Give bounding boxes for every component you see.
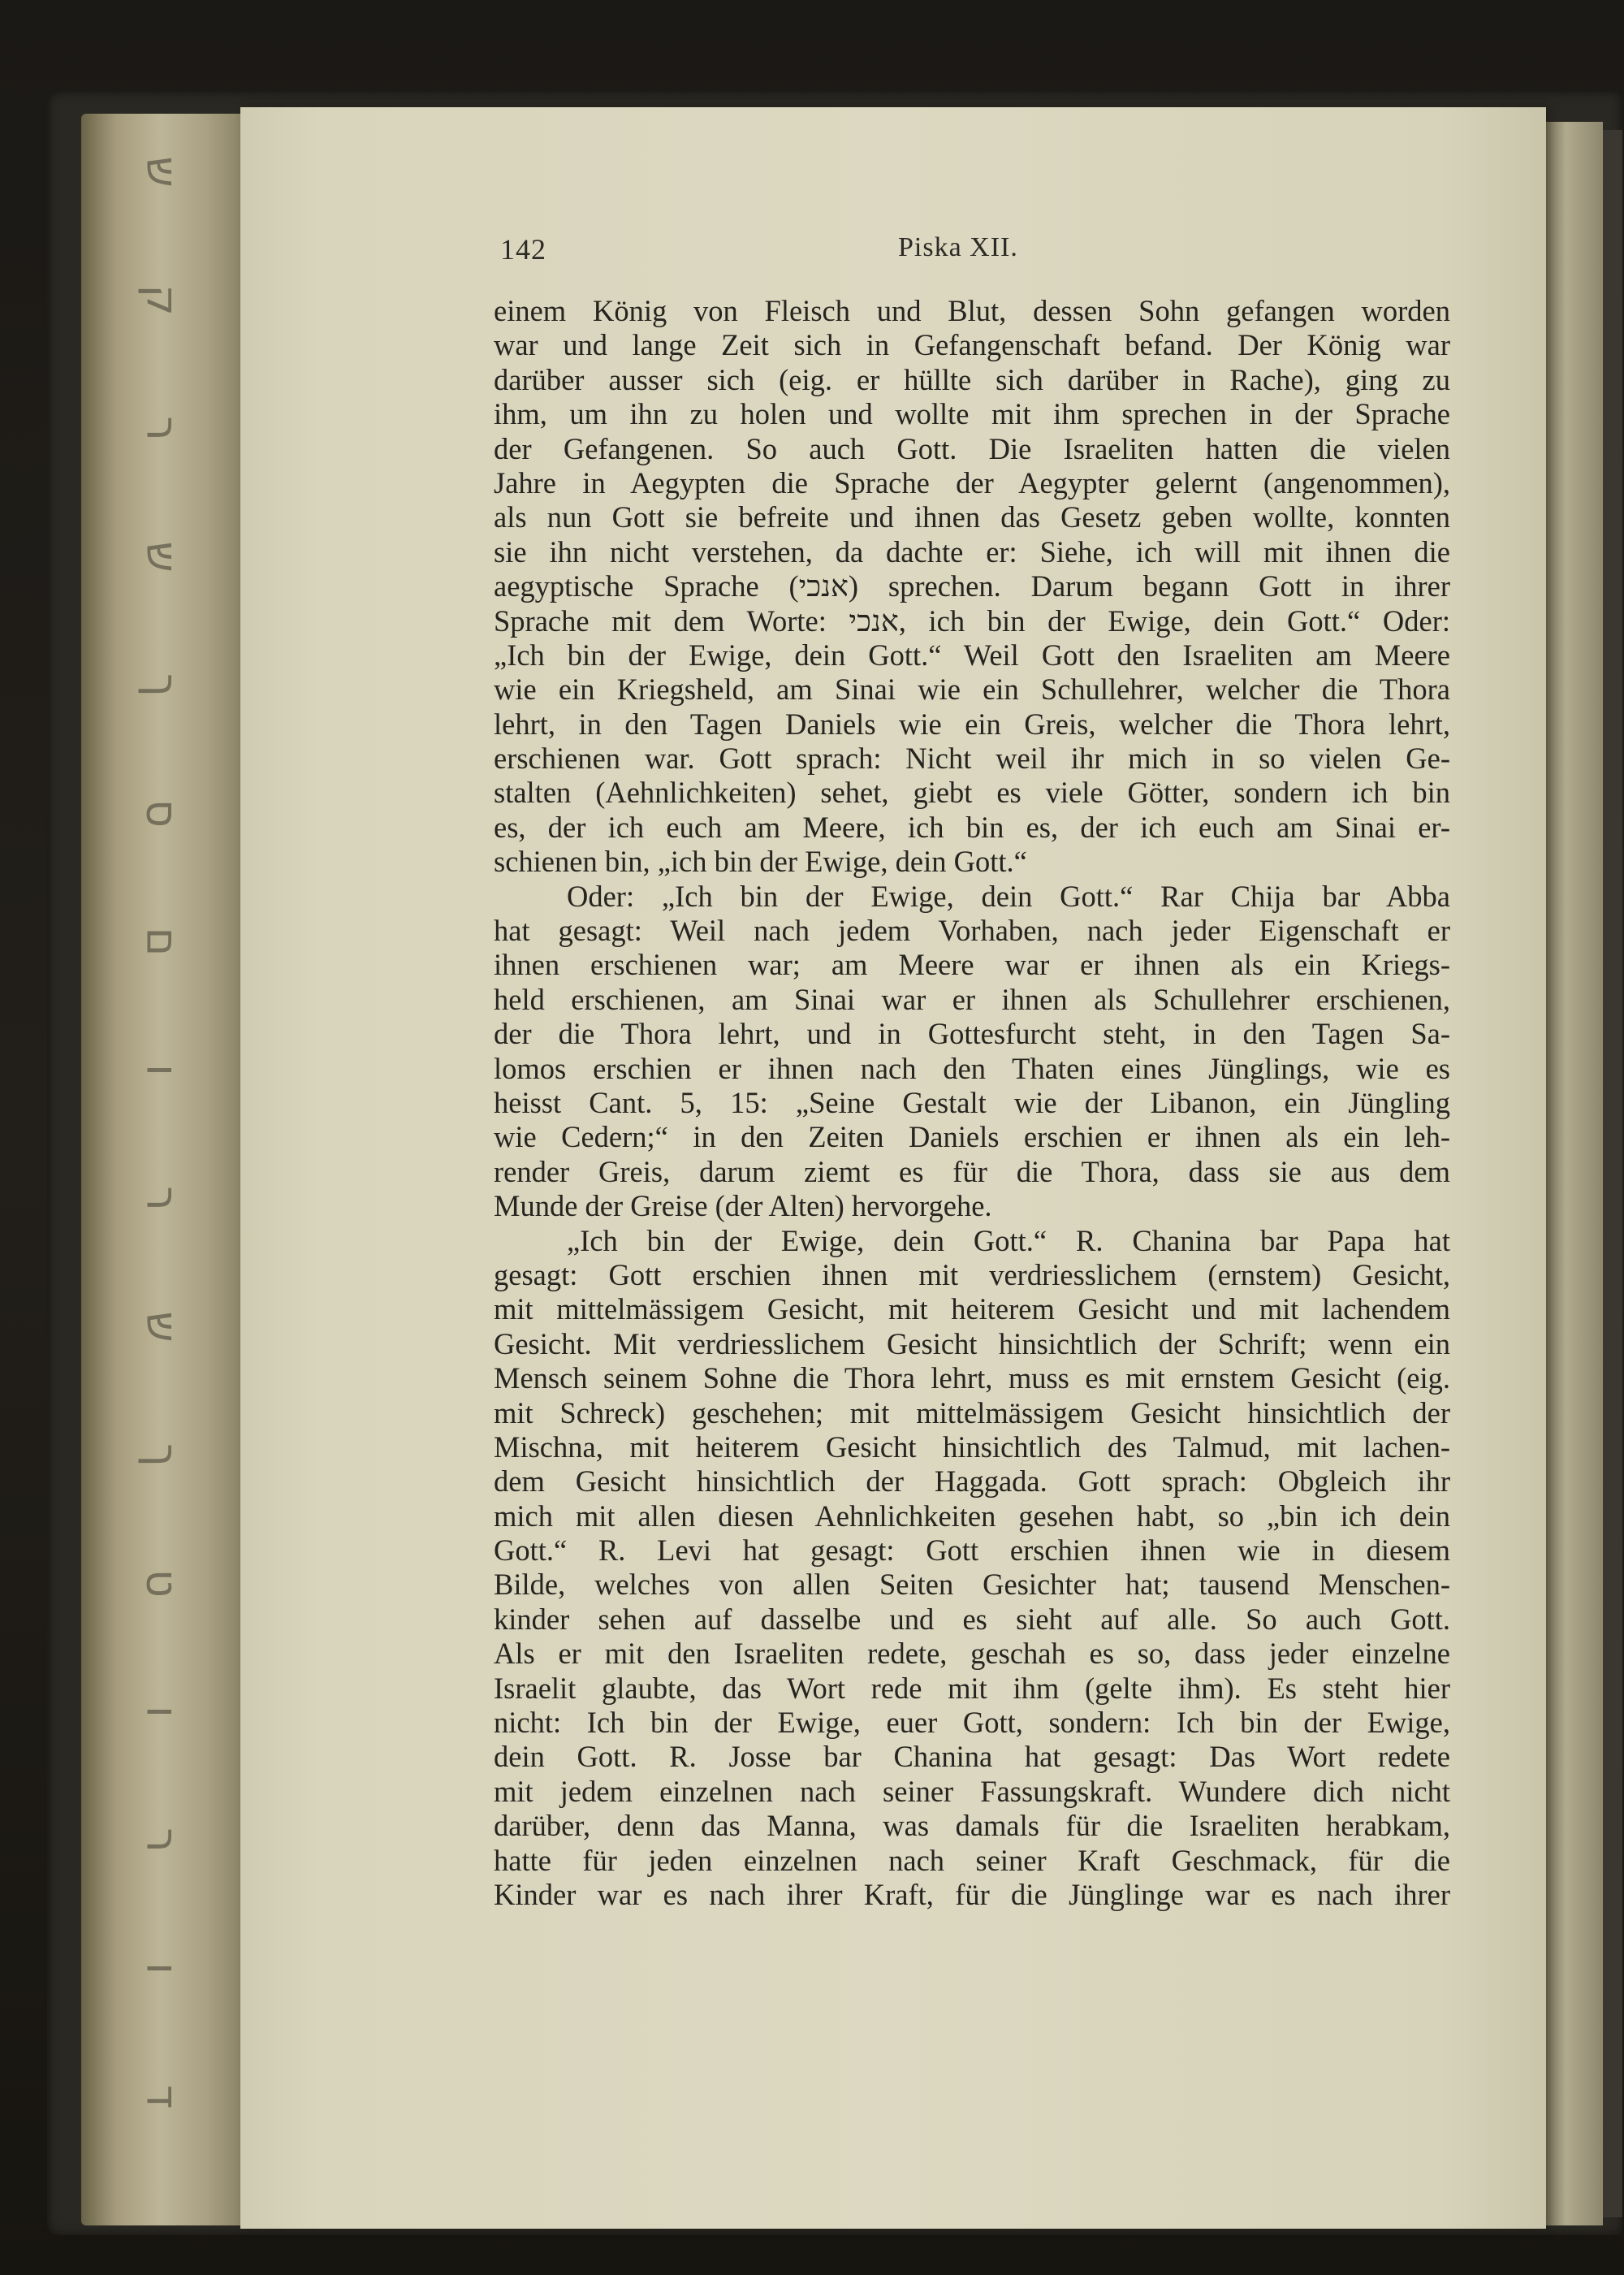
text-line: mit jedem einzelnen nach seiner Fassungskraft. Wundere dich nicht bbox=[494, 1774, 1450, 1808]
edge-mark: ם bbox=[136, 927, 188, 957]
edge-mark: ס bbox=[136, 798, 188, 828]
text-line: erschienen war. Gott sprach: Nicht weil ihr mich in so vielen Ge- bbox=[494, 742, 1450, 776]
text-line: war und lange Zeit sich in Gefangenschaft befand. Der König war bbox=[494, 328, 1450, 362]
text-line: der die Thora lehrt, und in Gottesfurcht steht, in den Tagen Sa- bbox=[494, 1017, 1450, 1051]
text-line: „Ich bin der Ewige, dein Gott.“ Weil Gott den Israeliten am Meere bbox=[494, 638, 1450, 672]
page-edge bbox=[81, 114, 240, 2225]
text-line: Kinder war es nach ihrer Kraft, für die Jünglinge war es nach ihrer bbox=[494, 1877, 1450, 1911]
edge-mark: ך bbox=[136, 1442, 188, 1467]
text-line: darüber, denn das Manna, was damals für die Israeliten herabkam, bbox=[494, 1809, 1450, 1843]
text-line: darüber ausser sich (eig. er hüllte sich darüber in Rache), ging zu bbox=[494, 362, 1450, 396]
text-line: sie ihn nicht verstehen, da dachte er: Siehe, ich will mit ihnen die bbox=[494, 534, 1450, 569]
text-line: der Gefangenen. So auch Gott. Die Israeliten hatten die vielen bbox=[494, 431, 1450, 465]
edge-mark: ש bbox=[136, 541, 188, 573]
text-line: render Greis, darum ziemt es für die Thora, dass sie aus dem bbox=[494, 1154, 1450, 1188]
text-line: Mensch seinem Sohne die Thora lehrt, muss es mit ernstem Gesicht (eig. bbox=[494, 1361, 1450, 1395]
edge-mark: ך bbox=[136, 673, 188, 697]
edge-mark: ד bbox=[136, 2084, 188, 2109]
text-line: kinder sehen auf dasselbe und es sieht auf alle. So auch Gott. bbox=[494, 1602, 1450, 1636]
text-line: ihm, um ihn zu holen und wollte mit ihm sprechen in der Sprache bbox=[494, 397, 1450, 431]
text-line: dem Gesicht hinsichtlich der Haggada. Gott sprach: Obgleich ihr bbox=[494, 1464, 1450, 1499]
text-line: Gott.“ R. Levi hat gesagt: Gott erschien ihnen wie in diesem bbox=[494, 1533, 1450, 1568]
text-line: wie Cedern;“ in den Zeiten Daniels erschien er ihnen als ein leh- bbox=[494, 1120, 1450, 1154]
text-line: mich mit allen diesen Aehnlichkeiten gesehen habt, so „bin ich dein bbox=[494, 1499, 1450, 1533]
edge-mark: ט bbox=[136, 1568, 188, 1598]
text-line: mit mittelmässigem Gesicht, mit heiterem Gesicht und mit lachendem bbox=[494, 1292, 1450, 1326]
edge-mark: ר bbox=[136, 416, 188, 441]
edge-mark: ו bbox=[136, 1962, 188, 1974]
text-line: hatte für jeden einzelnen nach seiner Kraft Geschmack, für die bbox=[494, 1843, 1450, 1877]
next-page-edge bbox=[1546, 122, 1603, 2225]
text-line: held erschienen, am Sinai war er ihnen als Schullehrer erschienen, bbox=[494, 982, 1450, 1016]
text-line: gesagt: Gott erschien ihnen mit verdriesslichem (ernstem) Gesicht, bbox=[494, 1257, 1450, 1291]
text-line: Als er mit den Israeliten redete, geschah es so, dass jeder einzelne bbox=[494, 1637, 1450, 1671]
text-line: hat gesagt: Weil nach jedem Vorhaben, nach jeder Eigenschaft er bbox=[494, 914, 1450, 948]
text-line: nicht: Ich bin der Ewige, euer Gott, sondern: Ich bin der Ewige, bbox=[494, 1706, 1450, 1740]
text-line: Jahre in Aegypten die Sprache der Aegypter gelernt (angenommen), bbox=[494, 465, 1450, 500]
text-line: Sprache mit dem Worte: אנכי, ich bin der Ewige, dein Gott.“ Oder: bbox=[494, 603, 1450, 638]
text-line: Munde der Greise (der Alten) hervorgehe. bbox=[494, 1189, 992, 1223]
body-text bbox=[494, 294, 1450, 1912]
text-line: ihnen erschienen war; am Meere war er ihnen als ein Kriegs- bbox=[494, 948, 1450, 982]
edge-mark: ש bbox=[136, 1311, 188, 1343]
text-line: aegyptische Sprache (אנכי) sprechen. Darum begann Gott in ihrer bbox=[494, 569, 1450, 603]
edge-mark: ק bbox=[136, 284, 188, 316]
text-line: stalten (Aehnlichkeiten) sehet, giebt es viele Götter, sondern ich bin bbox=[494, 776, 1450, 810]
edge-mark: ו bbox=[136, 1706, 188, 1718]
text-line: Bilde, welches von allen Seiten Gesichter hat; tausend Menschen- bbox=[494, 1568, 1450, 1602]
running-title: Piska XII. bbox=[898, 232, 1018, 262]
text-line: lomos erschien er ihnen nach den Thaten eines Jünglings, wie es bbox=[494, 1051, 1450, 1085]
text-line: es, der ich euch am Meere, ich bin es, der ich euch am Sinai er- bbox=[494, 810, 1450, 844]
page-number: 142 bbox=[500, 233, 546, 266]
edge-mark: ר bbox=[136, 1186, 188, 1211]
text-line: heisst Cant. 5, 15: „Seine Gestalt wie der Libanon, ein Jüngling bbox=[494, 1085, 1450, 1119]
text-line: wie ein Kriegsheld, am Sinai wie ein Schullehrer, welcher die Thora bbox=[494, 673, 1450, 707]
text-line: Israelit glaubte, das Wort rede mit ihm (gelte ihm). Es steht hier bbox=[494, 1671, 1450, 1705]
binding-strip bbox=[1603, 130, 1622, 2217]
text-line: schienen bin, „ich bin der Ewige, dein Gott.“ bbox=[494, 845, 1027, 879]
text-line: Mischna, mit heiterem Gesicht hinsichtlich des Talmud, mit lachen- bbox=[494, 1429, 1450, 1464]
text-line: lehrt, in den Tagen Daniels wie ein Greis, welcher die Thora lehrt, bbox=[494, 707, 1450, 741]
text-line: „Ich bin der Ewige, dein Gott.“ R. Chanina bar Papa hat bbox=[567, 1223, 1450, 1257]
text-line: einem König von Fleisch und Blut, dessen Sohn gefangen worden bbox=[494, 294, 1450, 327]
edge-mark: ר bbox=[136, 1827, 188, 1853]
edge-mark: ו bbox=[136, 1064, 188, 1076]
running-head bbox=[500, 232, 1458, 271]
text-line: als nun Gott sie befreite und ihnen das Gesetz geben wollte, konnten bbox=[494, 500, 1450, 534]
text-line: Gesicht. Mit verdriesslichem Gesicht hinsichtlich der Schrift; wenn ein bbox=[494, 1326, 1450, 1360]
text-line: Oder: „Ich bin der Ewige, dein Gott.“ Rar Chija bar Abba bbox=[567, 879, 1450, 913]
text-line: mit Schreck) geschehen; mit mittelmässigem Gesicht hinsichtlich der bbox=[494, 1395, 1450, 1429]
text-line: dein Gott. R. Josse bar Chanina hat gesagt: Das Wort redete bbox=[494, 1740, 1450, 1774]
edge-mark: ש bbox=[136, 156, 188, 188]
